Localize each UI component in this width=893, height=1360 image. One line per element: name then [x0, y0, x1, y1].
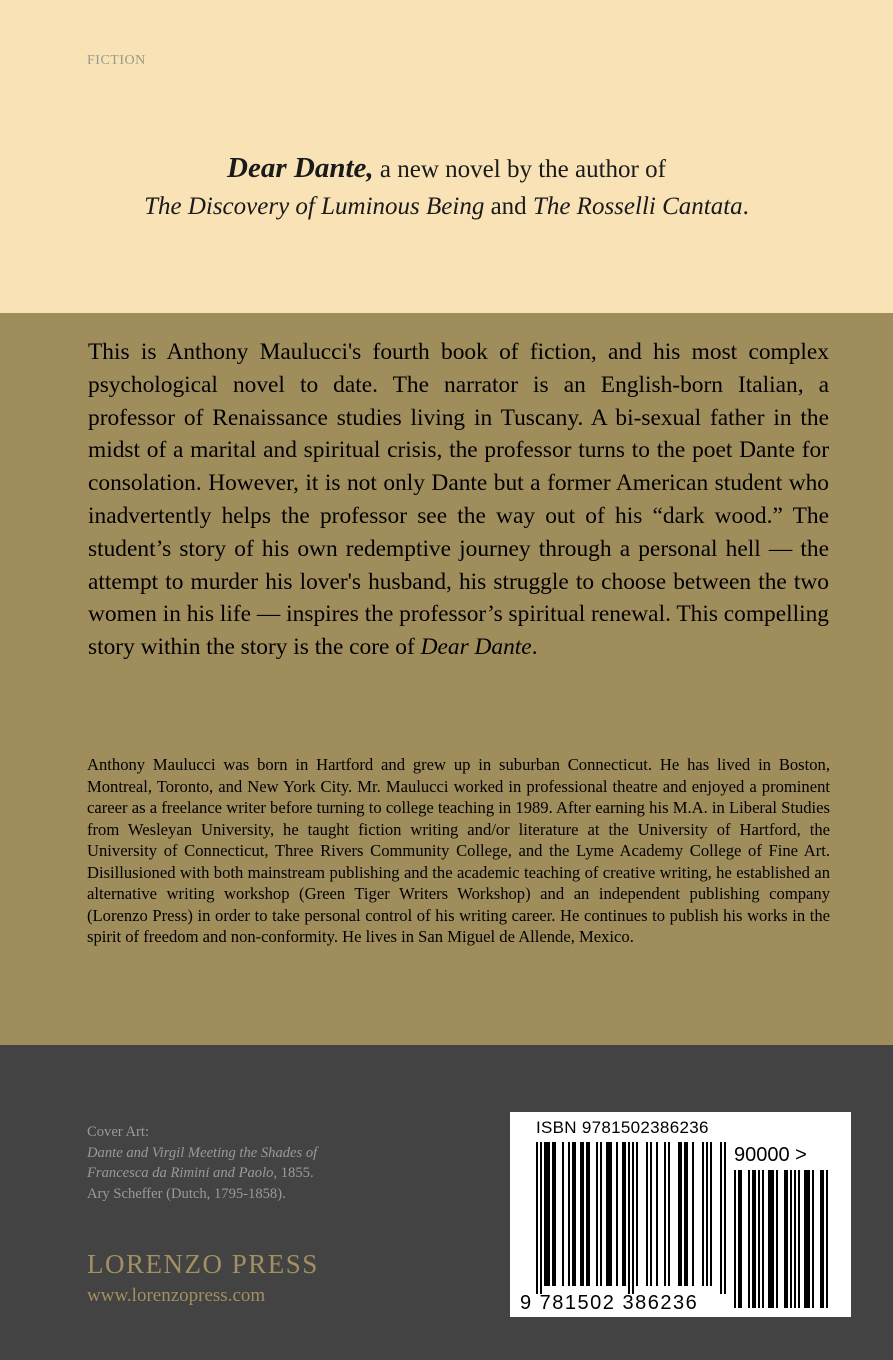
- barcode-bars: [510, 1112, 851, 1317]
- barcode-bar: [826, 1170, 828, 1308]
- barcode-bar: [678, 1142, 682, 1286]
- barcode-bar: [820, 1170, 824, 1308]
- barcode-bar: [706, 1142, 708, 1286]
- barcode-bar: [646, 1142, 648, 1286]
- barcode-bar: [632, 1142, 634, 1294]
- barcode-bar: [776, 1170, 778, 1308]
- barcode-bar: [552, 1142, 556, 1286]
- publisher-url: www.lorenzopress.com: [87, 1285, 266, 1306]
- cover-art-credits: [87, 1122, 467, 1204]
- barcode-bar: [748, 1170, 750, 1308]
- ean-number: 9 781502 386236: [520, 1292, 699, 1314]
- barcode-bar: [622, 1142, 626, 1286]
- credits-year: , 1855.: [273, 1165, 314, 1181]
- barcode-bar: [710, 1142, 712, 1286]
- genre-label: FICTION: [87, 53, 146, 68]
- tagline-text: a new novel by the author of: [373, 156, 666, 183]
- barcode-bar: [664, 1142, 666, 1286]
- blurb-paragraph: [88, 336, 829, 664]
- isbn-label: ISBN 9781502386236: [536, 1118, 709, 1137]
- blurb-text: This is Anthony Maulucci's fourth book of fiction, and his most complex psychological novel to date. The narrator is an English-born Italian, a professor of Renaissance studies living in Tuscany. A bi-sexual father in the midst of a marital and spiritual crisis, the professor turns to the poet Dante for consolation. However, it is not only Dante but a former American student who inadvertently helps the professor see the way out of his “dark wood.” The student’s story of his own redemptive journey through a personal hell — the attempt to murder his lover's husband, his struggle to choose between the two women in his life — inspires the professor’s spiritual renewal. This compelling story within the story is the core of: [88, 339, 830, 661]
- barcode-bar: [606, 1142, 612, 1286]
- barcode-bar: [768, 1170, 774, 1308]
- tagline-end: .: [742, 193, 749, 220]
- author-bio: Anthony Maulucci was born in Hartford and grew up in suburban Connecticut. He has lived in Boston, Montreal, Toronto, and New York City. Mr. Maulucci worked in professional theatre and enjoyed a prominent career as a freelance writer before turning to college teaching in 1989. After earning his M.A. in Liberal Studies from Wesleyan University, he taught fiction writing and/or literature at the University of Hartford, the University of Connecticut, Three Rivers Community College, and the Lyme Academy College of Fine Art. Disillusioned with both mainstream publishing and the academic teaching of creative writing, he established an alternative writing workshop (Green Tiger Writers Workshop) and an independent publishing company (Lorenzo Press) in order to take personal control of his writing career. He continues to publish his works in the spirit of freedom and non-conformity. He lives in San Miguel de Allende, Mexico.: [87, 755, 830, 946]
- blurb-end: .: [531, 634, 538, 661]
- tagline-and: and: [484, 193, 533, 220]
- barcode-bar: [720, 1142, 722, 1294]
- tagline-book-2: The Rosselli Cantata: [532, 193, 743, 220]
- barcode-bar: [580, 1142, 584, 1286]
- barcode-bar: [668, 1142, 670, 1286]
- barcode-bar: [656, 1142, 658, 1286]
- credits-work-line-1: Dante and Virgil Meeting the Shades of: [87, 1144, 318, 1161]
- addon-barcode: [734, 1170, 828, 1308]
- barcode-bar: [628, 1142, 630, 1294]
- barcode-bar: [738, 1170, 742, 1308]
- barcode-bar: [758, 1170, 760, 1308]
- barcode-bar: [784, 1170, 788, 1308]
- barcode-bar: [762, 1170, 764, 1308]
- barcode-bar: [734, 1170, 736, 1308]
- barcode-bar: [600, 1142, 602, 1286]
- barcode-bar: [586, 1142, 590, 1286]
- price-addon: 90000 >: [734, 1144, 807, 1166]
- barcode-bar: [636, 1142, 638, 1286]
- barcode-bar: [540, 1142, 542, 1294]
- barcode-bar: [702, 1142, 704, 1286]
- tagline: [0, 150, 893, 225]
- barcode-bar: [562, 1142, 564, 1286]
- top-panel: [0, 0, 893, 313]
- barcode-bar: [596, 1142, 598, 1286]
- barcode-bar: [790, 1170, 792, 1308]
- tagline-book-1: The Discovery of Luminous Being: [144, 193, 485, 220]
- barcode-bar: [684, 1142, 688, 1286]
- ean-barcode: [536, 1142, 726, 1294]
- barcode-box: [510, 1112, 851, 1317]
- blurb-title: Dear Dante: [420, 634, 532, 661]
- credits-artist: Ary Scheffer (Dutch, 1795-1858).: [87, 1185, 286, 1202]
- barcode-bar: [804, 1170, 810, 1308]
- barcode-bar: [794, 1170, 796, 1308]
- barcode-bar: [692, 1142, 694, 1286]
- barcode-bar: [568, 1142, 570, 1286]
- barcode-bar: [536, 1142, 538, 1294]
- tagline-title: Dear Dante,: [227, 152, 374, 184]
- credits-label: Cover Art:: [87, 1124, 150, 1140]
- barcode-bar: [650, 1142, 652, 1286]
- barcode-bar: [544, 1142, 550, 1286]
- barcode-bar: [616, 1142, 618, 1286]
- barcode-bar: [752, 1170, 756, 1308]
- barcode-bar: [572, 1142, 576, 1286]
- barcode-bar: [798, 1170, 800, 1308]
- barcode-bar: [724, 1142, 726, 1294]
- publisher-name: LORENZO PRESS: [87, 1249, 319, 1279]
- credits-work-line-2: Francesca da Rimini and Paolo: [87, 1165, 274, 1181]
- barcode-bar: [812, 1170, 814, 1308]
